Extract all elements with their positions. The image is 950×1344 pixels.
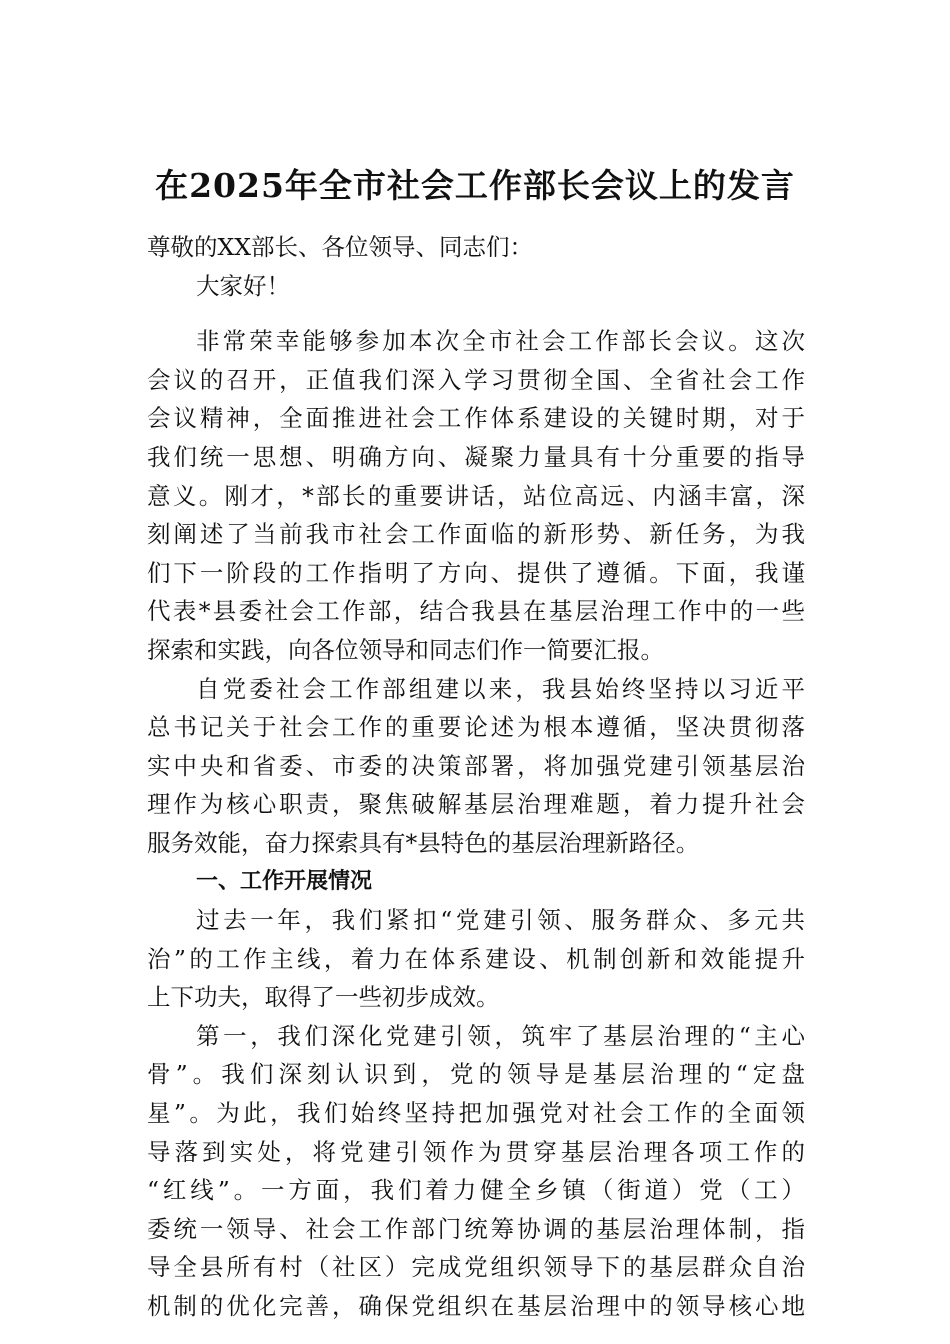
text-line: 治”的工作主线，着力在体系建设、机制创新和效能提升	[147, 944, 805, 973]
text-line: 代表*县委社会工作部，结合我县在基层治理工作中的一些	[147, 597, 805, 626]
text-line: 服务效能，奋力探索具有*县特色的基层治理新路径。	[147, 828, 700, 857]
document-body	[147, 228, 805, 1326]
salutation	[147, 228, 805, 267]
text-line: 们下一阶段的工作指明了方向、提供了遵循。下面，我谨	[147, 558, 805, 587]
text-line: 自党委社会工作部组建以来，我县始终坚持以习近平	[196, 674, 805, 703]
paragraph	[147, 267, 805, 306]
section-heading	[147, 863, 805, 902]
text-line: 理作为核心职责，聚焦破解基层治理难题，着力提升社会	[147, 790, 805, 819]
text-line: 第一，我们深化党建引领，筑牢了基层治理的“主心	[196, 1021, 805, 1050]
text-line: 会议的召开，正值我们深入学习贯彻全国、全省社会工作	[147, 365, 805, 394]
text-line: 非常荣幸能够参加本次全市社会工作部长会议。这次	[196, 327, 805, 356]
text-line: 探索和实践，向各位领导和同志们作一简要汇报。	[147, 635, 664, 664]
text-line: 过去一年，我们紧扣“党建引领、服务群众、多元共	[196, 906, 805, 935]
paragraph	[147, 901, 805, 1017]
text-line: 我们统一思想、明确方向、凝聚力量具有十分重要的指导	[147, 442, 805, 471]
text-line: 上下功夫，取得了一些初步成效。	[147, 983, 500, 1012]
text-line: 机制的优化完善，确保党组织在基层治理中的领导核心地	[147, 1292, 805, 1321]
paragraph	[147, 322, 805, 669]
paragraph	[147, 1017, 805, 1326]
text-line: 大家好！	[196, 271, 290, 300]
text-line: 意义。刚才，*部长的重要讲话，站位高远、内涵丰富，深	[147, 481, 805, 510]
text-line: 星”。为此，我们始终坚持把加强党对社会工作的全面领	[147, 1099, 805, 1128]
text-line: 导全县所有村（社区）完成党组织领导下的基层群众自治	[147, 1253, 805, 1282]
text-line: 尊敬的XX部长、各位领导、同志们：	[147, 233, 533, 261]
text-line: 骨”。我们深刻认识到，党的领导是基层治理的“定盘	[147, 1060, 805, 1089]
text-line: 一、工作开展情况	[196, 868, 373, 894]
text-line: 导落到实处，将党建引领作为贯穿基层治理各项工作的	[147, 1137, 805, 1166]
text-line: 刻阐述了当前我市社会工作面临的新形势、新任务，为我	[147, 520, 805, 549]
text-line: “红线”。一方面，我们着力健全乡镇（街道）党（工）	[147, 1176, 805, 1205]
paragraph	[147, 670, 805, 863]
text-line: 实中央和省委、市委的决策部署，将加强党建引领基层治	[147, 751, 805, 780]
text-line: 总书记关于社会工作的重要论述为根本遵循，坚决贯彻落	[147, 713, 805, 742]
document-title: 在2025年全市社会工作部长会议上的发言	[155, 166, 795, 205]
text-line: 委统一领导、社会工作部门统筹协调的基层治理体制，指	[147, 1214, 805, 1243]
text-line: 会议精神，全面推进社会工作体系建设的关键时期，对于	[147, 404, 805, 433]
